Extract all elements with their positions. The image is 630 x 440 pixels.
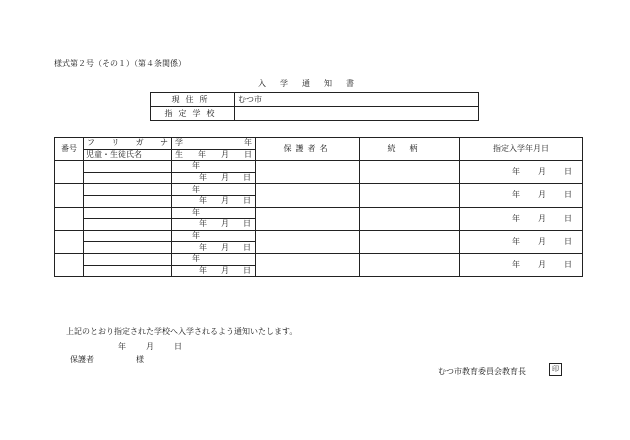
birth-year: 年 xyxy=(199,265,207,275)
grade-cell[interactable] xyxy=(172,161,256,173)
grade-unit: 年 xyxy=(192,184,200,194)
grade-unit: 年 xyxy=(192,161,200,171)
grade-cell[interactable] xyxy=(172,253,256,265)
birth-month: 月 xyxy=(221,242,229,252)
birth-year: 年 xyxy=(199,196,207,206)
relationship-cell[interactable] xyxy=(360,184,460,207)
birth-year: 年 xyxy=(199,242,207,252)
school-label: 指定学校 xyxy=(151,107,235,121)
student-row xyxy=(55,253,583,265)
entry-year: 年 xyxy=(512,190,520,200)
issuer-name: むつ市教育委員会教育長 xyxy=(438,367,526,376)
relationship-cell[interactable] xyxy=(360,230,460,253)
entry-year: 年 xyxy=(512,260,520,270)
furigana-cell[interactable] xyxy=(84,230,172,242)
header-number: 番号 xyxy=(55,138,84,161)
birth-cell[interactable] xyxy=(172,242,256,254)
row-number-cell[interactable] xyxy=(55,184,84,207)
furigana-char: リ xyxy=(111,138,120,148)
header-name: 児童・生徒氏名 xyxy=(84,149,172,161)
relationship-cell[interactable] xyxy=(360,207,460,230)
notice-month: 月 xyxy=(146,342,154,351)
grade-unit: 年 xyxy=(192,231,200,241)
header-entry-date: 指定入学年月日 xyxy=(460,138,583,161)
grade-label: 学 xyxy=(175,138,183,148)
header-grade xyxy=(172,138,256,150)
entry-month: 月 xyxy=(538,260,546,270)
furigana-char: フ xyxy=(87,138,95,148)
address-label: 現住所 xyxy=(151,93,235,107)
name-cell[interactable] xyxy=(84,242,172,254)
grade-cell[interactable] xyxy=(172,184,256,196)
birth-cell[interactable] xyxy=(172,172,256,184)
row-number-cell[interactable] xyxy=(55,230,84,253)
guardian-label: 保護者 xyxy=(70,355,94,364)
entry-day: 日 xyxy=(564,213,572,223)
birth-day: 日 xyxy=(244,149,252,159)
guardian-cell[interactable] xyxy=(256,253,360,276)
student-row xyxy=(55,161,583,173)
grade-unit: 年 xyxy=(244,138,252,148)
notice-day: 日 xyxy=(174,342,182,351)
student-row xyxy=(55,207,583,219)
birth-year: 年 xyxy=(199,219,207,229)
guardian-cell[interactable] xyxy=(256,161,360,184)
header-relationship: 続柄 xyxy=(360,138,460,161)
birth-day: 日 xyxy=(243,196,251,206)
school-row xyxy=(151,107,479,121)
furigana-cell[interactable] xyxy=(84,161,172,173)
grade-cell[interactable] xyxy=(172,230,256,242)
student-row xyxy=(55,184,583,196)
entry-year: 年 xyxy=(512,213,520,223)
birth-year: 年 xyxy=(198,149,206,159)
row-number-cell[interactable] xyxy=(55,253,84,276)
birth-year: 年 xyxy=(199,173,207,183)
seal-icon: 印 xyxy=(549,363,562,376)
address-value: むつ市 xyxy=(235,93,479,107)
document-title: 入学通知書 xyxy=(258,79,368,88)
name-cell[interactable] xyxy=(84,195,172,207)
birth-month: 月 xyxy=(221,173,229,183)
guardian-cell[interactable] xyxy=(256,184,360,207)
birth-day: 日 xyxy=(243,242,251,252)
furigana-char: ナ xyxy=(159,138,168,148)
guardian-cell[interactable] xyxy=(256,207,360,230)
entry-year: 年 xyxy=(512,167,520,177)
header-birth xyxy=(172,149,256,161)
name-cell[interactable] xyxy=(84,265,172,277)
relationship-cell[interactable] xyxy=(360,161,460,184)
entry-month: 月 xyxy=(538,236,546,246)
notice-text: 上記のとおり指定された学校へ入学されるよう通知いたします。 xyxy=(66,327,298,336)
student-table xyxy=(54,137,583,277)
header-guardian: 保護者名 xyxy=(256,138,360,161)
notice-year: 年 xyxy=(118,342,126,351)
furigana-cell[interactable] xyxy=(84,184,172,196)
entry-month: 月 xyxy=(538,190,546,200)
birth-day: 日 xyxy=(243,265,251,275)
header-row-1 xyxy=(55,138,583,150)
guardian-cell[interactable] xyxy=(256,230,360,253)
birth-label: 生 xyxy=(175,149,183,159)
furigana-char: ガ xyxy=(135,138,144,148)
relationship-cell[interactable] xyxy=(360,253,460,276)
header-furigana xyxy=(84,138,172,150)
birth-day: 日 xyxy=(243,173,251,183)
entry-day: 日 xyxy=(564,190,572,200)
name-cell[interactable] xyxy=(84,172,172,184)
entry-date-cell[interactable] xyxy=(460,161,583,184)
furigana-cell[interactable] xyxy=(84,253,172,265)
notice-date xyxy=(118,341,182,352)
entry-year: 年 xyxy=(512,236,520,246)
entry-date-cell[interactable] xyxy=(460,184,583,207)
address-row xyxy=(151,93,479,107)
birth-day: 日 xyxy=(243,219,251,229)
student-row xyxy=(55,230,583,242)
birth-month: 月 xyxy=(221,196,229,206)
grade-unit: 年 xyxy=(192,254,200,264)
entry-day: 日 xyxy=(564,236,572,246)
furigana-cell[interactable] xyxy=(84,207,172,219)
entry-month: 月 xyxy=(538,167,546,177)
birth-month: 月 xyxy=(221,265,229,275)
entry-day: 日 xyxy=(564,167,572,177)
address-table xyxy=(150,92,479,121)
grade-unit: 年 xyxy=(192,207,200,217)
birth-cell[interactable] xyxy=(172,195,256,207)
entry-date-cell[interactable] xyxy=(460,253,583,276)
name-cell[interactable] xyxy=(84,219,172,231)
guardian-suffix: 様 xyxy=(136,355,144,364)
birth-cell[interactable] xyxy=(172,265,256,277)
entry-date-cell[interactable] xyxy=(460,230,583,253)
row-number-cell[interactable] xyxy=(55,207,84,230)
guardian-line xyxy=(70,354,144,365)
entry-day: 日 xyxy=(564,260,572,270)
grade-cell[interactable] xyxy=(172,207,256,219)
entry-month: 月 xyxy=(538,213,546,223)
birth-month: 月 xyxy=(221,219,229,229)
form-number: 様式第２号（その１）（第４条関係） xyxy=(54,59,186,68)
birth-month: 月 xyxy=(221,149,229,159)
row-number-cell[interactable] xyxy=(55,161,84,184)
birth-cell[interactable] xyxy=(172,219,256,231)
entry-date-cell[interactable] xyxy=(460,207,583,230)
school-value xyxy=(235,107,479,121)
